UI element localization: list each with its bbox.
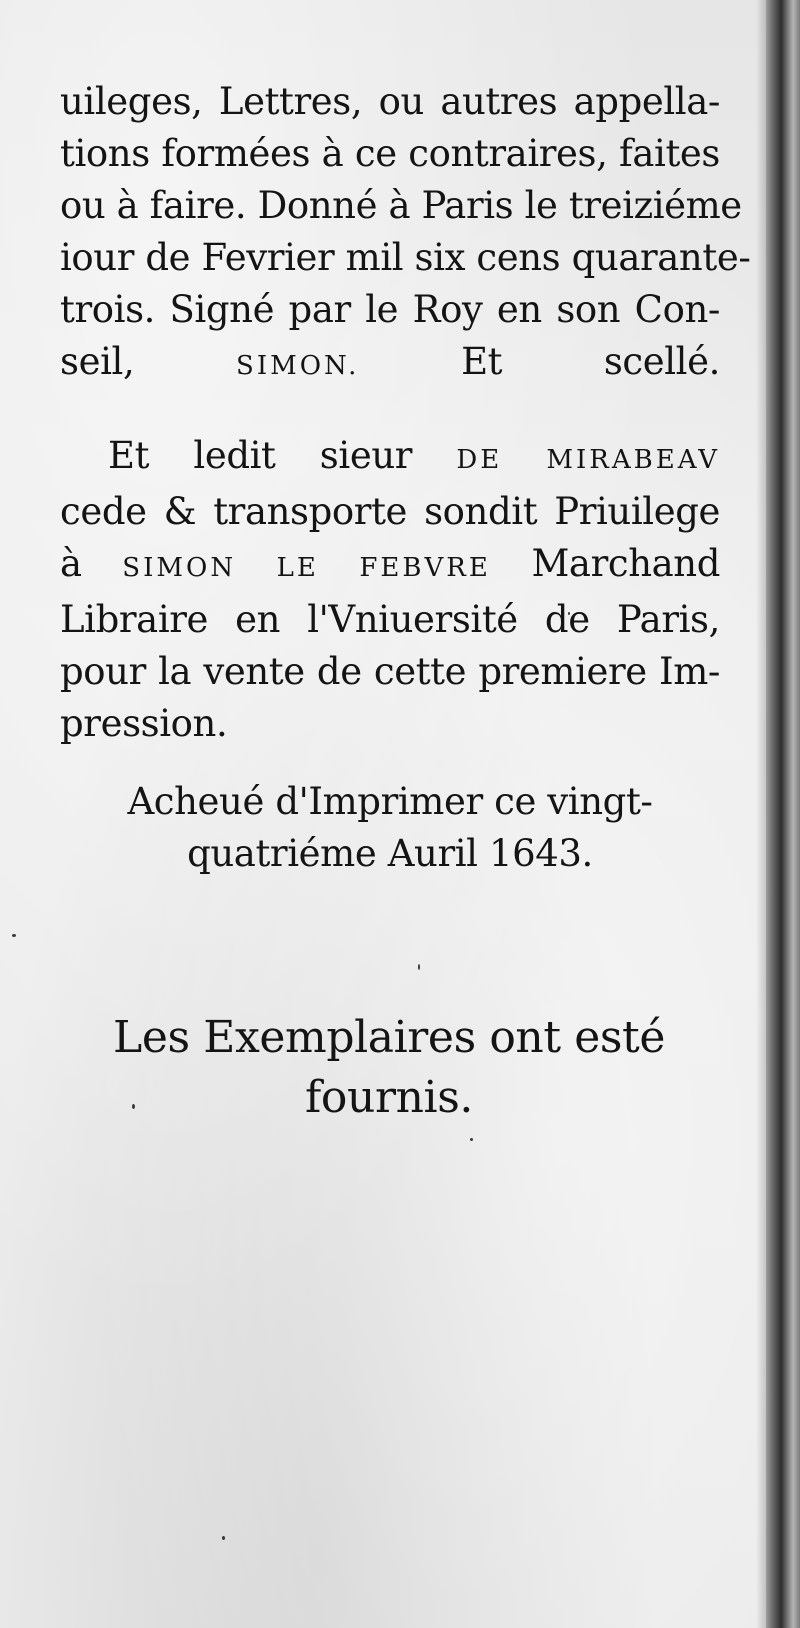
text-line: cede & transporte sondit Priuilege	[60, 490, 720, 533]
bookseller-name: SIMON LE FEBVRE	[122, 553, 491, 583]
text-line	[60, 538, 720, 594]
paper-speck	[222, 1536, 225, 1540]
text-line: trois. Signé par le Roy en son Con-	[60, 288, 720, 331]
copies-notice	[44, 1008, 734, 1128]
text-line: tions formées à ce contraires, faites	[60, 132, 720, 175]
paper-speck	[418, 964, 420, 970]
text-line	[60, 430, 720, 486]
text-fragment: à	[60, 542, 82, 585]
book-spine	[766, 0, 800, 1628]
text-line: Les Exemplaires ont esté	[113, 1012, 665, 1063]
printing-date-paragraph	[60, 776, 720, 880]
privilege-paragraph	[60, 76, 751, 392]
signatory-name: SIMON.	[236, 351, 360, 381]
text-line: Acheué d'Imprimer ce vingt-	[127, 780, 653, 823]
text-line	[60, 336, 720, 392]
text-fragment: Et scellé.	[461, 340, 720, 383]
text-fragment: seil,	[60, 340, 135, 383]
text-fragment: Marchand	[531, 542, 720, 585]
text-line: ou à faire. Donné à Paris le treiziéme	[60, 184, 742, 227]
paper-speck	[12, 934, 16, 937]
text-line: quatriéme Auril 1643.	[187, 832, 593, 875]
text-fragment: Et ledit sieur	[108, 434, 413, 477]
paper-speck	[470, 1138, 473, 1141]
text-line: uileges, Lettres, ou autres appella-	[60, 80, 720, 123]
transfer-paragraph	[60, 430, 720, 750]
grantor-name: DE MIRABEAV	[456, 445, 720, 475]
text-line: pour la vente de cette premiere Im-	[60, 650, 720, 693]
text-line: Libraire en l'Vniuersité de Paris,	[60, 598, 720, 641]
spine-shadow	[756, 0, 766, 1628]
text-line: pression.	[60, 702, 228, 745]
text-line: fournis.	[305, 1072, 473, 1123]
text-line: iour de Fevrier mil six cens quarante-	[60, 236, 751, 279]
